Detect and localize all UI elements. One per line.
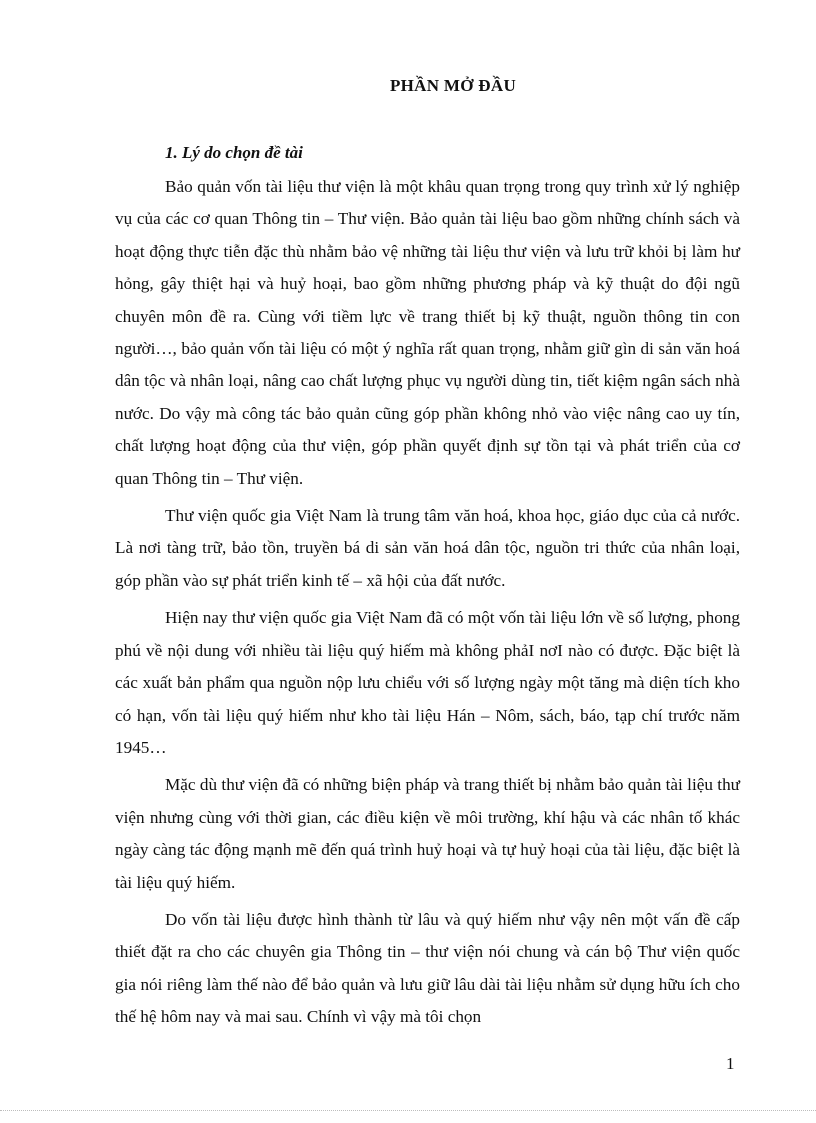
section-heading: 1. Lý do chọn đề tài [165,143,303,162]
page-number: 1 [726,1054,735,1073]
body-text [115,171,740,1039]
paragraph-4: Mặc dù thư viện đã có những biện pháp và trang thiết bị nhằm bảo quản tài liệu thư viện nhưng cùng với thời gian, các điều kiện về môi trường, khí hậu và các nhân tố khác ngày càng tác động mạnh mẽ đến quá trình huỷ hoại và tự huỷ hoại của tài liệu, đặc biệt là tài liệu quý hiếm. [115,775,740,892]
page-title-text: PHẦN MỞ ĐẦU [389,76,517,95]
page-bottom-divider [0,1110,816,1111]
page-title [0,76,816,96]
paragraph-3: Hiện nay thư viện quốc gia Việt Nam đã có một vốn tài liệu lớn về số lượng, phong phú về nội dung với nhiều tài liệu quý hiếm mà không phảI nơI nào có được. Đặc biệt là các xuất bản phẩm qua nguồn nộp lưu chiểu với số lượng ngày một tăng mà diện tích kho có hạn, vốn tài liệu quý hiếm như kho tài liệu Hán – Nôm, sách, báo, tạp chí trước năm 1945… [115,608,740,757]
paragraph-5: Do vốn tài liệu được hình thành từ lâu và quý hiếm như vậy nên một vấn đề cấp thiết đặt ra cho các chuyên gia Thông tin – thư viện nói chung và cán bộ Thư viện quốc gia nói riêng làm thế nào để bảo quản và lưu giữ lâu dài tài liệu nhằm sử dụng hữu ích cho thế hệ hôm nay và mai sau. Chính vì vậy mà tôi chọn [115,909,740,1027]
paragraph-2: Thư viện quốc gia Việt Nam là trung tâm văn hoá, khoa học, giáo dục của cả nước. Là nơi tàng trữ, bảo tồn, truyền bá di sản văn hoá dân tộc, nguồn tri thức của nhân loại, góp phần vào sự phát triển kinh tế – xã hội của đất nước. [115,506,740,590]
paragraph-1: Bảo quản vốn tài liệu thư viện là một khâu quan trọng trong quy trình xử lý nghiệp vụ của các cơ quan Thông tin – Thư viện. Bảo quản tài liệu bao gồm những chính sách và hoạt động thực tiễn đặc thù nhằm bảo vệ những tài liệu thư viện và lưu trữ khỏi bị làm hư hỏng, gây thiệt hại và huỷ hoại, bao gồm những phương pháp và kỹ thuật do đội ngũ chuyên môn đề ra. Cùng với tiềm lực về trang thiết bị kỹ thuật, nguồn thông tin con người…, bảo quản vốn tài liệu có một ý nghĩa rất quan trọng, nhằm giữ gìn di sản văn hoá dân tộc và nhân loại, nâng cao chất lượng phục vụ người dùng tin, tiết kiệm ngân sách nhà nước. Do vậy mà công tác bảo quản cũng góp phần không nhỏ vào việc nâng cao uy tín, chất lượng hoạt động của thư viện, góp phần quyết định sự tồn tại và phát triển của cơ quan Thông tin – Thư viện. [115,177,740,488]
